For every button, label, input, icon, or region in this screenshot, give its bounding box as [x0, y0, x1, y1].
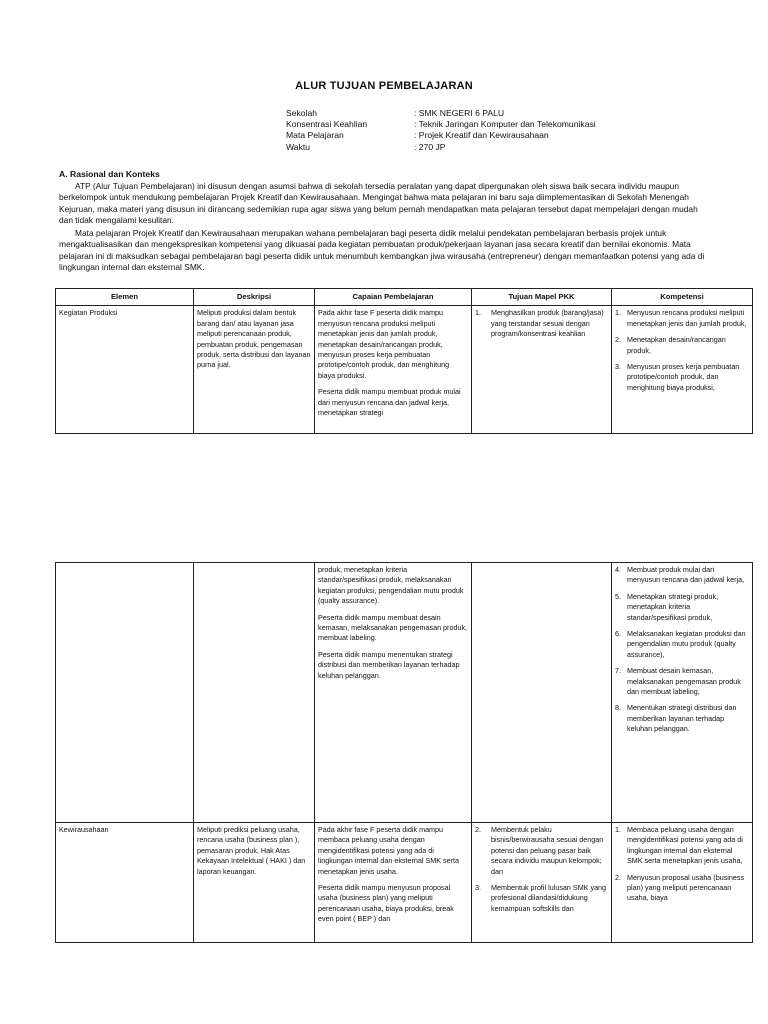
- list-item: [475, 825, 608, 877]
- capaian-text: Peserta didik mampu menentukan strategi distribusi dan memberikan layanan terhadap keluhan pelanggan.: [318, 649, 460, 680]
- list-number: 1.: [475, 308, 481, 318]
- list-text: Membaca peluang usaha dengan mengidentifikasi potensi yang ada di lingkungan internal dan eksternal SMK serta menetapkan jenis usaha,: [627, 825, 743, 866]
- capaian-text: Peserta didik mampu menyusun proposal usaha (business plan) yang meliputi perencanaan usaha, biaya produksi, break even point ( BEP ) dan: [318, 883, 454, 924]
- document-title: ALUR TUJUAN PEMBELAJARAN: [295, 80, 473, 92]
- list-item: [615, 666, 749, 697]
- list-text: Menetapkan strategi produk, menetapkan kriteria standar/spesifikasi produk,: [627, 591, 719, 622]
- table-row: [56, 823, 753, 943]
- cell-capaian: [315, 563, 472, 823]
- paragraph-text: Mata pelajaran Projek Kreatif dan Kewirausahaan merupakan wahana pembelajaran bagi peserta didik melalui pendekatan pembelajaran berbasis projek untuk mengaktualisasikan dan mengekspresikan kompetensi yang dikuasai pada kegiatan pembuatan produk/pekerjaan layanan jasa secara kreatif dan bernilai ekonomis. Mata pelajaran ini di maksudkan sebagai pembelajaran bagi peserta didik untuk menumbuh kembangkan jiwa wirausaha (entrepreneur) dengan memanfaatkan potensi yang ada di lingkungan internal dan eksternal SMK.: [59, 228, 705, 272]
- list-text: Menghasilkan produk (barang/jasa) yang terstandar sesuai dengan program/konsentrasi keahlian: [491, 308, 604, 339]
- list-text: Membuat desain kemasan, melaksanakan pengemasan produk dan membuat labeling,: [627, 666, 741, 697]
- cell-tujuan: [472, 823, 612, 943]
- list-number: 3.: [615, 362, 621, 372]
- cell-capaian: [315, 823, 472, 943]
- capaian-text: Pada akhir fase F peserta didik mampu membaca peluang usaha dengan mengidentifikasi potensi yang ada di lingkungan internal dan eksternal SMK serta menetapkan jenis usaha.: [318, 825, 460, 876]
- header-tujuan: Tujuan Mapel PKK: [472, 289, 612, 306]
- cell-kompetensi: [612, 823, 753, 943]
- header-capaian: Capaian Pembelajaran: [315, 289, 472, 306]
- list-number: 2.: [615, 335, 621, 345]
- capaian-text: Peserta didik mampu membuat produk mulai dari menyusun rencana dan jadwal kerja, menetapkan strategi: [318, 387, 461, 418]
- list-item: [615, 592, 749, 623]
- meta-row: [286, 108, 596, 119]
- list-text: Menentukan strategi distribusi dan memberikan layanan terhadap keluhan pelanggan.: [627, 703, 737, 734]
- cell-deskripsi: Meliputi produksi dalam bentuk barang dan/ atau layanan jasa meliputi perencanaan produk, pembuatan produk, pengemasan produk, serta distribusi dan layanan purna jual.: [194, 306, 315, 434]
- section-heading: A. Rasional dan Konteks: [59, 169, 160, 179]
- meta-key: Mata Pelajaran: [286, 130, 344, 141]
- list-number: 1.: [615, 825, 621, 834]
- list-item: [615, 629, 749, 660]
- cell-tujuan: [472, 563, 612, 823]
- list-item: [615, 565, 749, 586]
- list-item: [615, 825, 749, 867]
- paragraph-1: [59, 181, 709, 226]
- cell-kompetensi: [612, 563, 753, 823]
- list-number: 1.: [615, 308, 621, 318]
- meta-key: Waktu: [286, 141, 311, 152]
- paragraph-text: ATP (Alur Tujuan Pembelajaran) ini disusun dengan asumsi bahwa di sekolah tersedia peralatan yang dapat dipergunakan oleh siswa baik secara individu maupun berkelompok untuk mendukung pembelajaran Projek Kreatif dan Kewirausahaan. Mengingat bahwa mata pelajaran ini baru saja diimplementasikan di Sekolah Menengah Kejuruan, maka materi yang disusun ini dirancang sedemikian rupa agar siswa yang belum pernah mendapatkan mata pelajaran tersebut dapat mempelajari dengan mudah dan tidak mengalami kesulitan.: [59, 181, 698, 225]
- meta-key: Konsentrasi Keahlian: [286, 119, 368, 130]
- list-text: Membentuk profil lulusan SMK yang profesional dilandasi/didukung kemampuan softskills dan: [491, 883, 607, 913]
- meta-value: : Projek Kreatif dan Kewirausahaan: [414, 130, 549, 141]
- cell-tujuan: [472, 306, 612, 434]
- capaian-text: produk, menetapkan kriteria standar/spesifikasi produk, melaksanakan kegiatan produksi, pengendalian mutu produk (qualty assurance).: [318, 565, 464, 606]
- list-item: [615, 335, 749, 356]
- header-deskripsi: Deskripsi: [194, 289, 315, 306]
- list-number: 3.: [475, 883, 481, 893]
- header-elemen: Elemen: [56, 289, 194, 306]
- list-text: Menyusun proposal usaha (business plan) yang meliputi perencanaan usaha, biaya: [627, 872, 745, 903]
- list-number: 6.: [615, 629, 621, 639]
- list-item: [475, 883, 608, 914]
- header-kompetensi: Kompetensi: [612, 289, 753, 306]
- cell-kompetensi: [612, 306, 753, 434]
- list-number: 2.: [615, 872, 621, 882]
- list-number: 5.: [615, 591, 621, 601]
- meta-value: : 270 JP: [414, 141, 446, 152]
- list-text: Membentuk pelaku bisnis/berwirausaha sesuai dengan potensi dan peluang pasar baik secara individu maupun kelompok; dan: [491, 825, 604, 876]
- list-item: [615, 362, 749, 393]
- list-item: [615, 308, 749, 329]
- list-text: Menyusun rencana produksi meliputi menetapkan jenis dan jumlah produk,: [627, 308, 747, 328]
- atp-table-part-1: [55, 288, 753, 434]
- table-header-row: [56, 289, 753, 306]
- meta-row: [286, 119, 596, 130]
- list-text: Melaksanakan kegiatan produksi dan pengendalian mutu produk (qualty assurance),: [627, 629, 746, 659]
- list-number: 7.: [615, 666, 621, 676]
- list-number: 8.: [615, 703, 621, 713]
- capaian-text: Peserta didik mampu membuat desain kemasan, melaksanakan pengemasan produk, membuat labeling.: [318, 612, 468, 643]
- list-number: 4.: [615, 565, 621, 574]
- cell-elemen: Kewirausahaan: [56, 823, 194, 943]
- cell-capaian: [315, 306, 472, 434]
- list-text: Menetapkan desain/rancangan produk,: [627, 335, 726, 355]
- cell-deskripsi: Meliputi prediksi peluang usaha, rencana usaha (business plan ), pemasaran produk, Hak Atas Kekayaan Intelektual ( HAKI ) dan laporan keuangan.: [194, 823, 315, 943]
- capaian-text: Pada akhir fase F peserta didik mampu menyusun rencana produksi meliputi menetapkan jenis dan jumlah produk, menetapkan desain/rancangan produk, menyusun proses kerja pembuatan prototipe/contoh produk, dan menghitung biaya produksi.: [318, 308, 450, 380]
- meta-key: Sekolah: [286, 108, 318, 118]
- document-meta: [286, 108, 596, 153]
- cell-deskripsi: [194, 563, 315, 823]
- list-text: Membuat produk mulai dari menyusun rencana dan jadwal kerja,: [627, 565, 745, 585]
- list-item: [615, 873, 749, 904]
- meta-row: [286, 142, 596, 153]
- list-item: [615, 703, 749, 734]
- cell-elemen: [56, 563, 194, 823]
- cell-elemen: Kegiatan Produksi: [56, 306, 194, 434]
- list-number: 2.: [475, 825, 481, 834]
- atp-table-part-2: [55, 562, 753, 943]
- meta-value: : Teknik Jaringan Komputer dan Telekomunikasi: [414, 119, 596, 130]
- meta-row: [286, 130, 596, 141]
- table-row: [56, 306, 753, 434]
- list-text: Menyusun proses kerja pembuatan prototipe/contoh produk, dan menghitung biaya produksi,: [627, 362, 740, 392]
- table-row: [56, 563, 753, 823]
- meta-value: : SMK NEGERI 6 PALU: [414, 108, 505, 118]
- paragraph-2: [59, 228, 709, 273]
